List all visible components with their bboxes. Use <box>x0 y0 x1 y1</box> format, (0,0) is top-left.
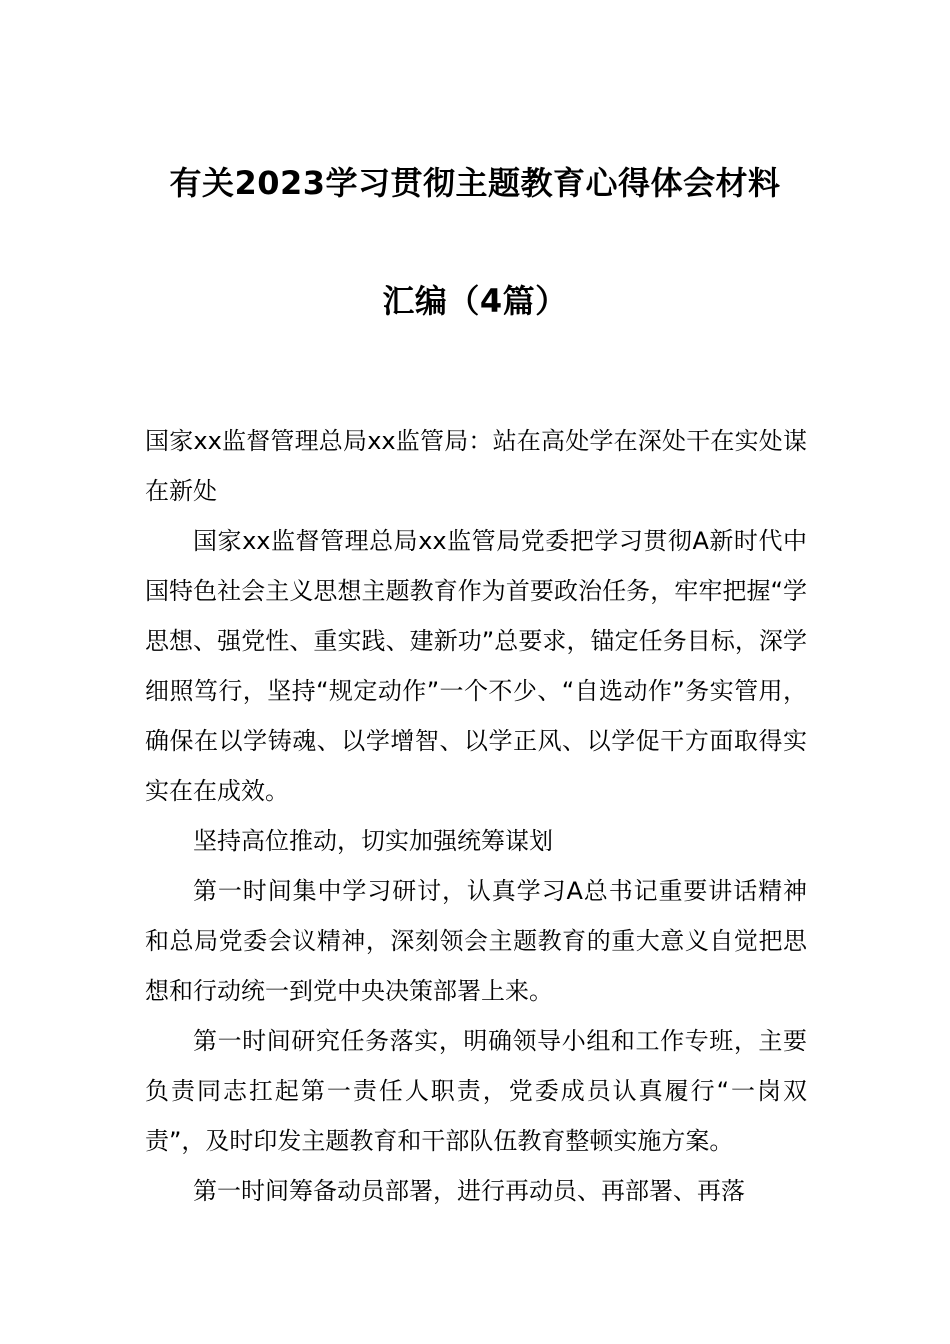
document-title-line-1: 有关2023学习贯彻主题教育心得体会材料 <box>169 164 781 202</box>
document-body <box>145 516 807 1216</box>
paragraph: 第一时间筹备动员部署，进行再动员、再部署、再落 <box>193 1177 745 1205</box>
paragraph: 第一时间集中学习研讨，认真学习A总书记重要讲话精神和总局党委会议精神，深刻领会主题教育的重大意义自觉把思想和行动统一到党中央决策部署上来。 <box>145 877 807 1005</box>
section-heading: 坚持高位推动，切实加强统筹谋划 <box>193 827 553 855</box>
paragraph: 国家xx监督管理总局xx监管局党委把学习贯彻A新时代中国特色社会主义思想主题教育作为首要政治任务，牢牢把握“学思想、强党性、重实践、建新功”总要求，锚定任务目标，深学细照笃行，坚持“规定动作”一个不少、“自选动作”务实管用，确保在以学铸魂、以学增智、以学正风、以学促干方面取得实实在在成效。 <box>145 527 807 805</box>
section-title: 国家xx监督管理总局xx监管局：站在高处学在深处干在实处谋在新处 <box>145 427 807 505</box>
document-title-line-2: 汇编（4篇） <box>382 282 568 320</box>
paragraph: 第一时间研究任务落实，明确领导小组和工作专班，主要负责同志扛起第一责任人职责，党委成员认真履行“一岗双责”，及时印发主题教育和干部队伍教育整顿实施方案。 <box>145 1027 807 1155</box>
